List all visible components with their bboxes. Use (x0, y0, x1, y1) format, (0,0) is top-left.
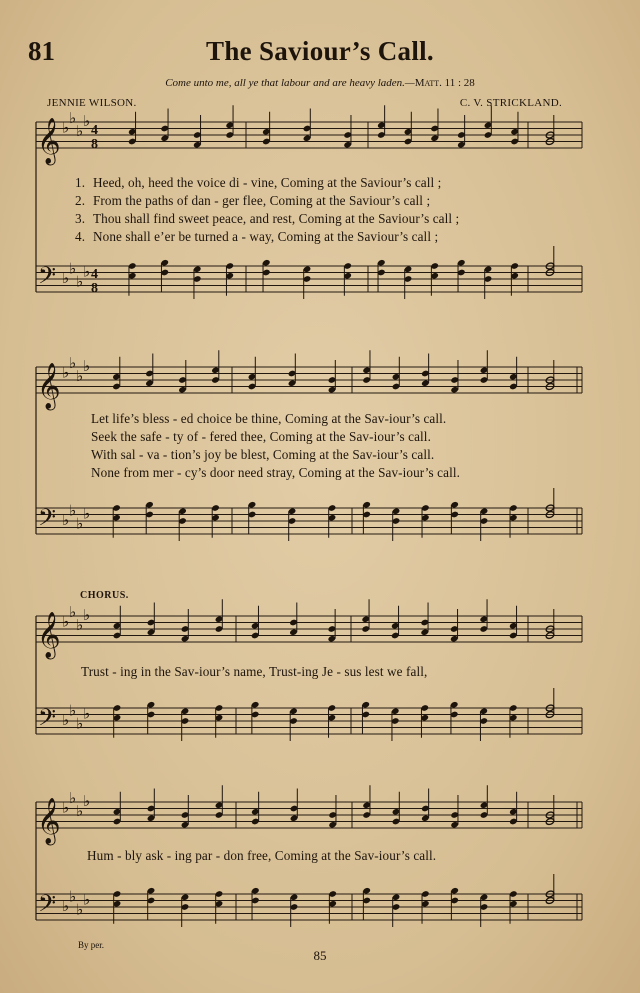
bass-clef-icon: 𝄢 (38, 703, 57, 737)
verse-4-line-1: 4. None shall e’er be turned a - way, Coming at the Saviour’s call ; (75, 229, 439, 244)
flat-icon: ♭ (62, 269, 70, 287)
flat-icon: ♭ (69, 887, 77, 906)
flat-icon: ♭ (76, 366, 84, 385)
flat-icon: ♭ (76, 514, 84, 533)
flat-icon: ♭ (62, 897, 70, 915)
treble-clef-icon: 𝄞 (37, 363, 61, 409)
flat-icon: ♭ (83, 112, 91, 130)
flat-icon: ♭ (83, 262, 91, 281)
treble-clef-icon: 𝄞 (37, 798, 61, 844)
flat-icon: ♭ (83, 357, 91, 375)
final-chord-1 (545, 115, 554, 276)
treble-notes-4 (113, 785, 518, 828)
flat-icon: ♭ (62, 511, 70, 529)
time-signature-top: 4 (91, 123, 98, 138)
verse-3-line-2: With sal - va - tion’s joy be blest, Coming at the Sav-iour’s call. (91, 447, 435, 462)
verse-1-line-1: 1. Heed, oh, heed the voice di - vine, Coming at the Saviour’s call ; (75, 175, 442, 190)
flat-icon: ♭ (76, 615, 84, 634)
flat-icon: ♭ (62, 363, 70, 382)
time-signature-top: 4 (91, 267, 98, 282)
time-signature-bottom: 8 (91, 137, 98, 152)
scripture-text: Come unto me, all ye that labour and are heavy laden.— (165, 77, 415, 89)
treble-staff-4 (36, 789, 582, 846)
flat-icon: ♭ (83, 606, 91, 624)
chorus-line-1: Trust - ing in the Sav-iour’s name, Trust-ing Je - sus lest we fall, (81, 664, 428, 679)
bass-clef-icon: 𝄢 (38, 503, 57, 537)
flat-icon: ♭ (69, 602, 77, 621)
flat-icon: ♭ (69, 353, 77, 372)
flat-icon: ♭ (83, 792, 91, 810)
flat-icon: ♭ (69, 501, 77, 520)
hymn-number: 81 (28, 36, 55, 66)
flat-icon: ♭ (62, 118, 70, 137)
chorus-line-2: Hum - bly ask - ing par - don free, Coming at the Sav-iour’s call. (87, 848, 437, 863)
final-chord-4 (545, 795, 554, 904)
flat-icon: ♭ (62, 798, 70, 817)
flat-icon: ♭ (76, 801, 84, 820)
permission-note: By per. (78, 940, 104, 950)
flat-icon: ♭ (76, 272, 84, 291)
verse-4-line-2: None from mer - cy’s door need stray, Coming at the Sav-iour’s call. (91, 465, 460, 480)
hymn-title: The Saviour’s Call. (206, 36, 434, 66)
treble-notes-1 (128, 105, 519, 148)
treble-notes-3 (113, 599, 518, 642)
flat-icon: ♭ (62, 612, 70, 631)
flat-icon: ♭ (83, 704, 91, 723)
flat-icon: ♭ (83, 504, 91, 523)
page-number: 85 (313, 948, 327, 963)
final-chord-2 (545, 360, 554, 518)
flat-icon: ♭ (76, 714, 84, 733)
flat-icon: ♭ (76, 900, 84, 919)
treble-clef-icon: 𝄞 (37, 612, 61, 658)
bass-clef-icon: 𝄢 (38, 261, 57, 295)
verse-3-line-1: 3. Thou shall find sweet peace, and rest, Coming at the Saviour’s call ; (75, 211, 460, 226)
chorus-label: CHORUS. (80, 590, 129, 601)
flat-icon: ♭ (69, 701, 77, 720)
flat-icon: ♭ (69, 788, 77, 807)
treble-clef-icon: 𝄞 (37, 118, 61, 164)
lyricist-credit: JENNIE WILSON. (47, 97, 137, 109)
treble-staff-2 (36, 354, 582, 411)
verse-1-line-2: Let life’s bless - ed choice be thine, Coming at the Sav-iour’s call. (91, 411, 447, 426)
bass-clef-icon: 𝄢 (38, 889, 57, 923)
flat-icon: ♭ (69, 259, 77, 278)
treble-notes-2 (112, 350, 517, 393)
scripture-reference: Matt. 11 : 28 (414, 77, 475, 89)
flat-icon: ♭ (62, 711, 70, 729)
verse-2-line-1: 2. From the paths of dan - ger flee, Coming at the Saviour’s call ; (75, 193, 431, 208)
verse-2-line-2: Seek the safe - ty of - fered thee, Coming at the Sav-iour’s call. (91, 429, 431, 444)
flat-icon: ♭ (69, 108, 77, 127)
final-chord-3 (545, 609, 554, 718)
flat-icon: ♭ (83, 890, 91, 909)
composer-credit: C. V. STRICKLAND. (459, 97, 562, 109)
flat-icon: ♭ (76, 121, 84, 140)
treble-staff-3 (36, 603, 582, 660)
time-signature-bottom: 8 (91, 281, 98, 296)
